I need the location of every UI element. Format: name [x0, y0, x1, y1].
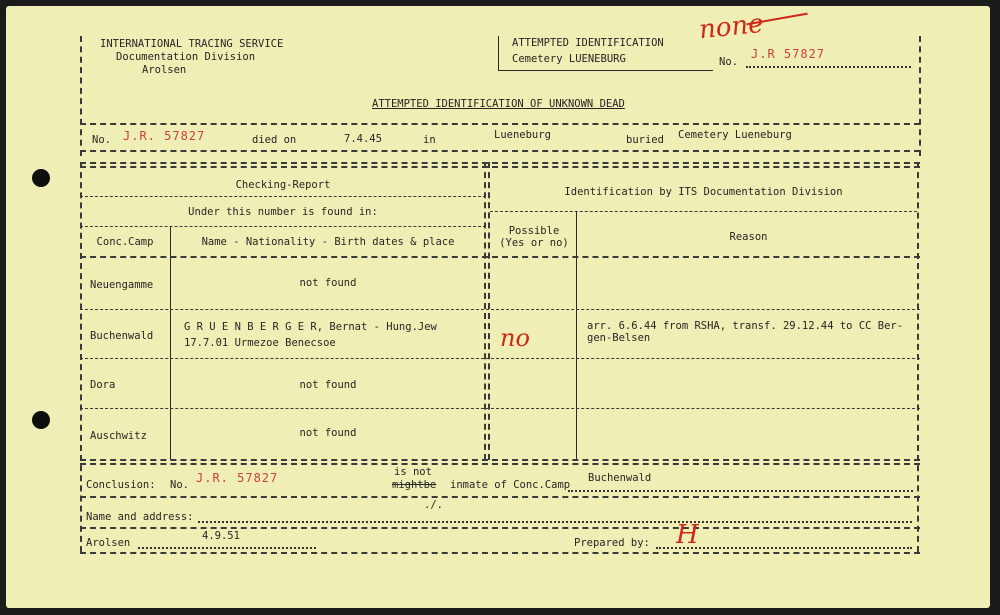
record-top-rule [80, 123, 920, 125]
header-box-title: ATTEMPTED IDENTIFICATION [512, 37, 664, 49]
its-record-card [6, 6, 990, 608]
header-number-label: No. [719, 56, 738, 68]
col-header-reason: Reason [729, 231, 768, 243]
prepared-by-dots [656, 547, 912, 549]
header-number-dots [746, 66, 911, 68]
record-no-label: No. [92, 134, 111, 146]
org-division: Documentation Division [116, 51, 256, 63]
conclusion-struck-text: mightbe [392, 479, 437, 491]
org-name: INTERNATIONAL TRACING SERVICE [100, 38, 284, 50]
died-on-value: 7.4.45 [344, 133, 382, 145]
table-middle-divider-2 [488, 162, 490, 460]
form-bottom-border [80, 552, 920, 554]
form-title: ATTEMPTED IDENTIFICATION OF UNKNOWN DEAD [372, 98, 625, 110]
prepared-by-label: Prepared by: [574, 537, 650, 549]
handwritten-note: none [697, 8, 765, 46]
name-address-bottom-rule [80, 527, 920, 529]
col-header-possible: Possible (Yes or no) [499, 225, 569, 249]
checking-report-subtitle: Under this number is found in: [188, 206, 378, 218]
died-on-label: died on [252, 134, 297, 146]
in-value: Lueneburg [494, 129, 551, 141]
header-box-bottom-border [498, 70, 713, 71]
conclusion-bottom-rule [80, 496, 920, 498]
form-right-border-upper [919, 36, 921, 156]
name-address-dots [198, 521, 912, 523]
footer-place: Arolsen [86, 537, 131, 549]
row-2-name-line2: 17.7.01 Urmezoe Benecsoe [184, 337, 336, 349]
row-2-possible-handwritten: no [500, 324, 530, 352]
conclusion-no-value: J.R. 57827 [196, 471, 279, 485]
name-address-value: ./. [424, 499, 443, 511]
col-header-camp: Conc.Camp [96, 236, 154, 248]
table-top-border-2 [80, 166, 920, 168]
form-left-border-upper [80, 36, 82, 156]
row-3-camp: Dora [90, 379, 116, 391]
row-2-reason-line1: arr. 6.6.44 from RSHA, transf. 29.12.44 to CC Ber- [587, 320, 904, 332]
row-4-name: not found [299, 427, 357, 439]
footer-date: 4.9.51 [202, 530, 240, 542]
row-1-name: not found [299, 277, 357, 289]
footer-date-dots [138, 547, 316, 549]
row-3-name: not found [299, 379, 357, 391]
org-location: Arolsen [142, 64, 187, 76]
conclusion-camp-value: Buchenwald [588, 472, 652, 484]
row-rule-2 [80, 358, 920, 359]
row-4-camp: Auschwitz [90, 430, 147, 442]
prepared-by-initial: H [676, 520, 699, 550]
row-2-name-line1: G R U E N B E R G E R, Bernat - Hung.Jew [184, 321, 437, 333]
identification-rule [490, 211, 917, 212]
row-1-camp: Neuengamme [90, 279, 154, 291]
buried-value: Cemetery Lueneburg [678, 129, 792, 141]
col-header-name: Name - Nationality - Birth dates & place [201, 236, 455, 248]
header-number-value: J.R 57827 [751, 47, 826, 61]
punch-hole-top [32, 169, 50, 187]
row-2-reason-line2: gen-Belsen [587, 332, 651, 344]
col-rule-camp [170, 226, 171, 460]
identification-title: Identification by ITS Documentation Division [564, 186, 843, 198]
record-no-value: J.R. 57827 [123, 129, 206, 143]
buried-label: buried [626, 134, 664, 146]
table-left-border [80, 162, 82, 552]
table-top-border [80, 162, 920, 164]
row-2-camp: Buchenwald [90, 330, 154, 342]
conclusion-dots [568, 490, 913, 492]
row-rule-1 [80, 309, 920, 310]
checking-report-rule [80, 196, 486, 197]
row-rule-3 [80, 408, 920, 409]
table-body-bottom-rule [80, 459, 920, 461]
header-box-left-border [498, 36, 499, 70]
record-bottom-rule [80, 150, 920, 152]
conclusion-no-label: No. [170, 479, 189, 491]
conclusion-label: Conclusion: [86, 479, 156, 491]
conclusion-inmate-text: inmate of Conc.Camp [450, 479, 571, 491]
in-label: in [423, 134, 436, 146]
checking-report-rule-2 [80, 226, 486, 227]
table-body-bottom-rule-2 [80, 463, 920, 465]
table-right-border [917, 162, 919, 552]
punch-hole-bottom [32, 411, 50, 429]
checking-report-title: Checking-Report [235, 179, 331, 191]
name-address-label: Name and address: [86, 511, 194, 523]
header-box-subtitle: Cemetery LUENEBURG [512, 53, 626, 65]
conclusion-is-not: is not [394, 466, 432, 478]
header-bottom-rule [80, 256, 920, 258]
col-rule-possible [576, 211, 577, 460]
